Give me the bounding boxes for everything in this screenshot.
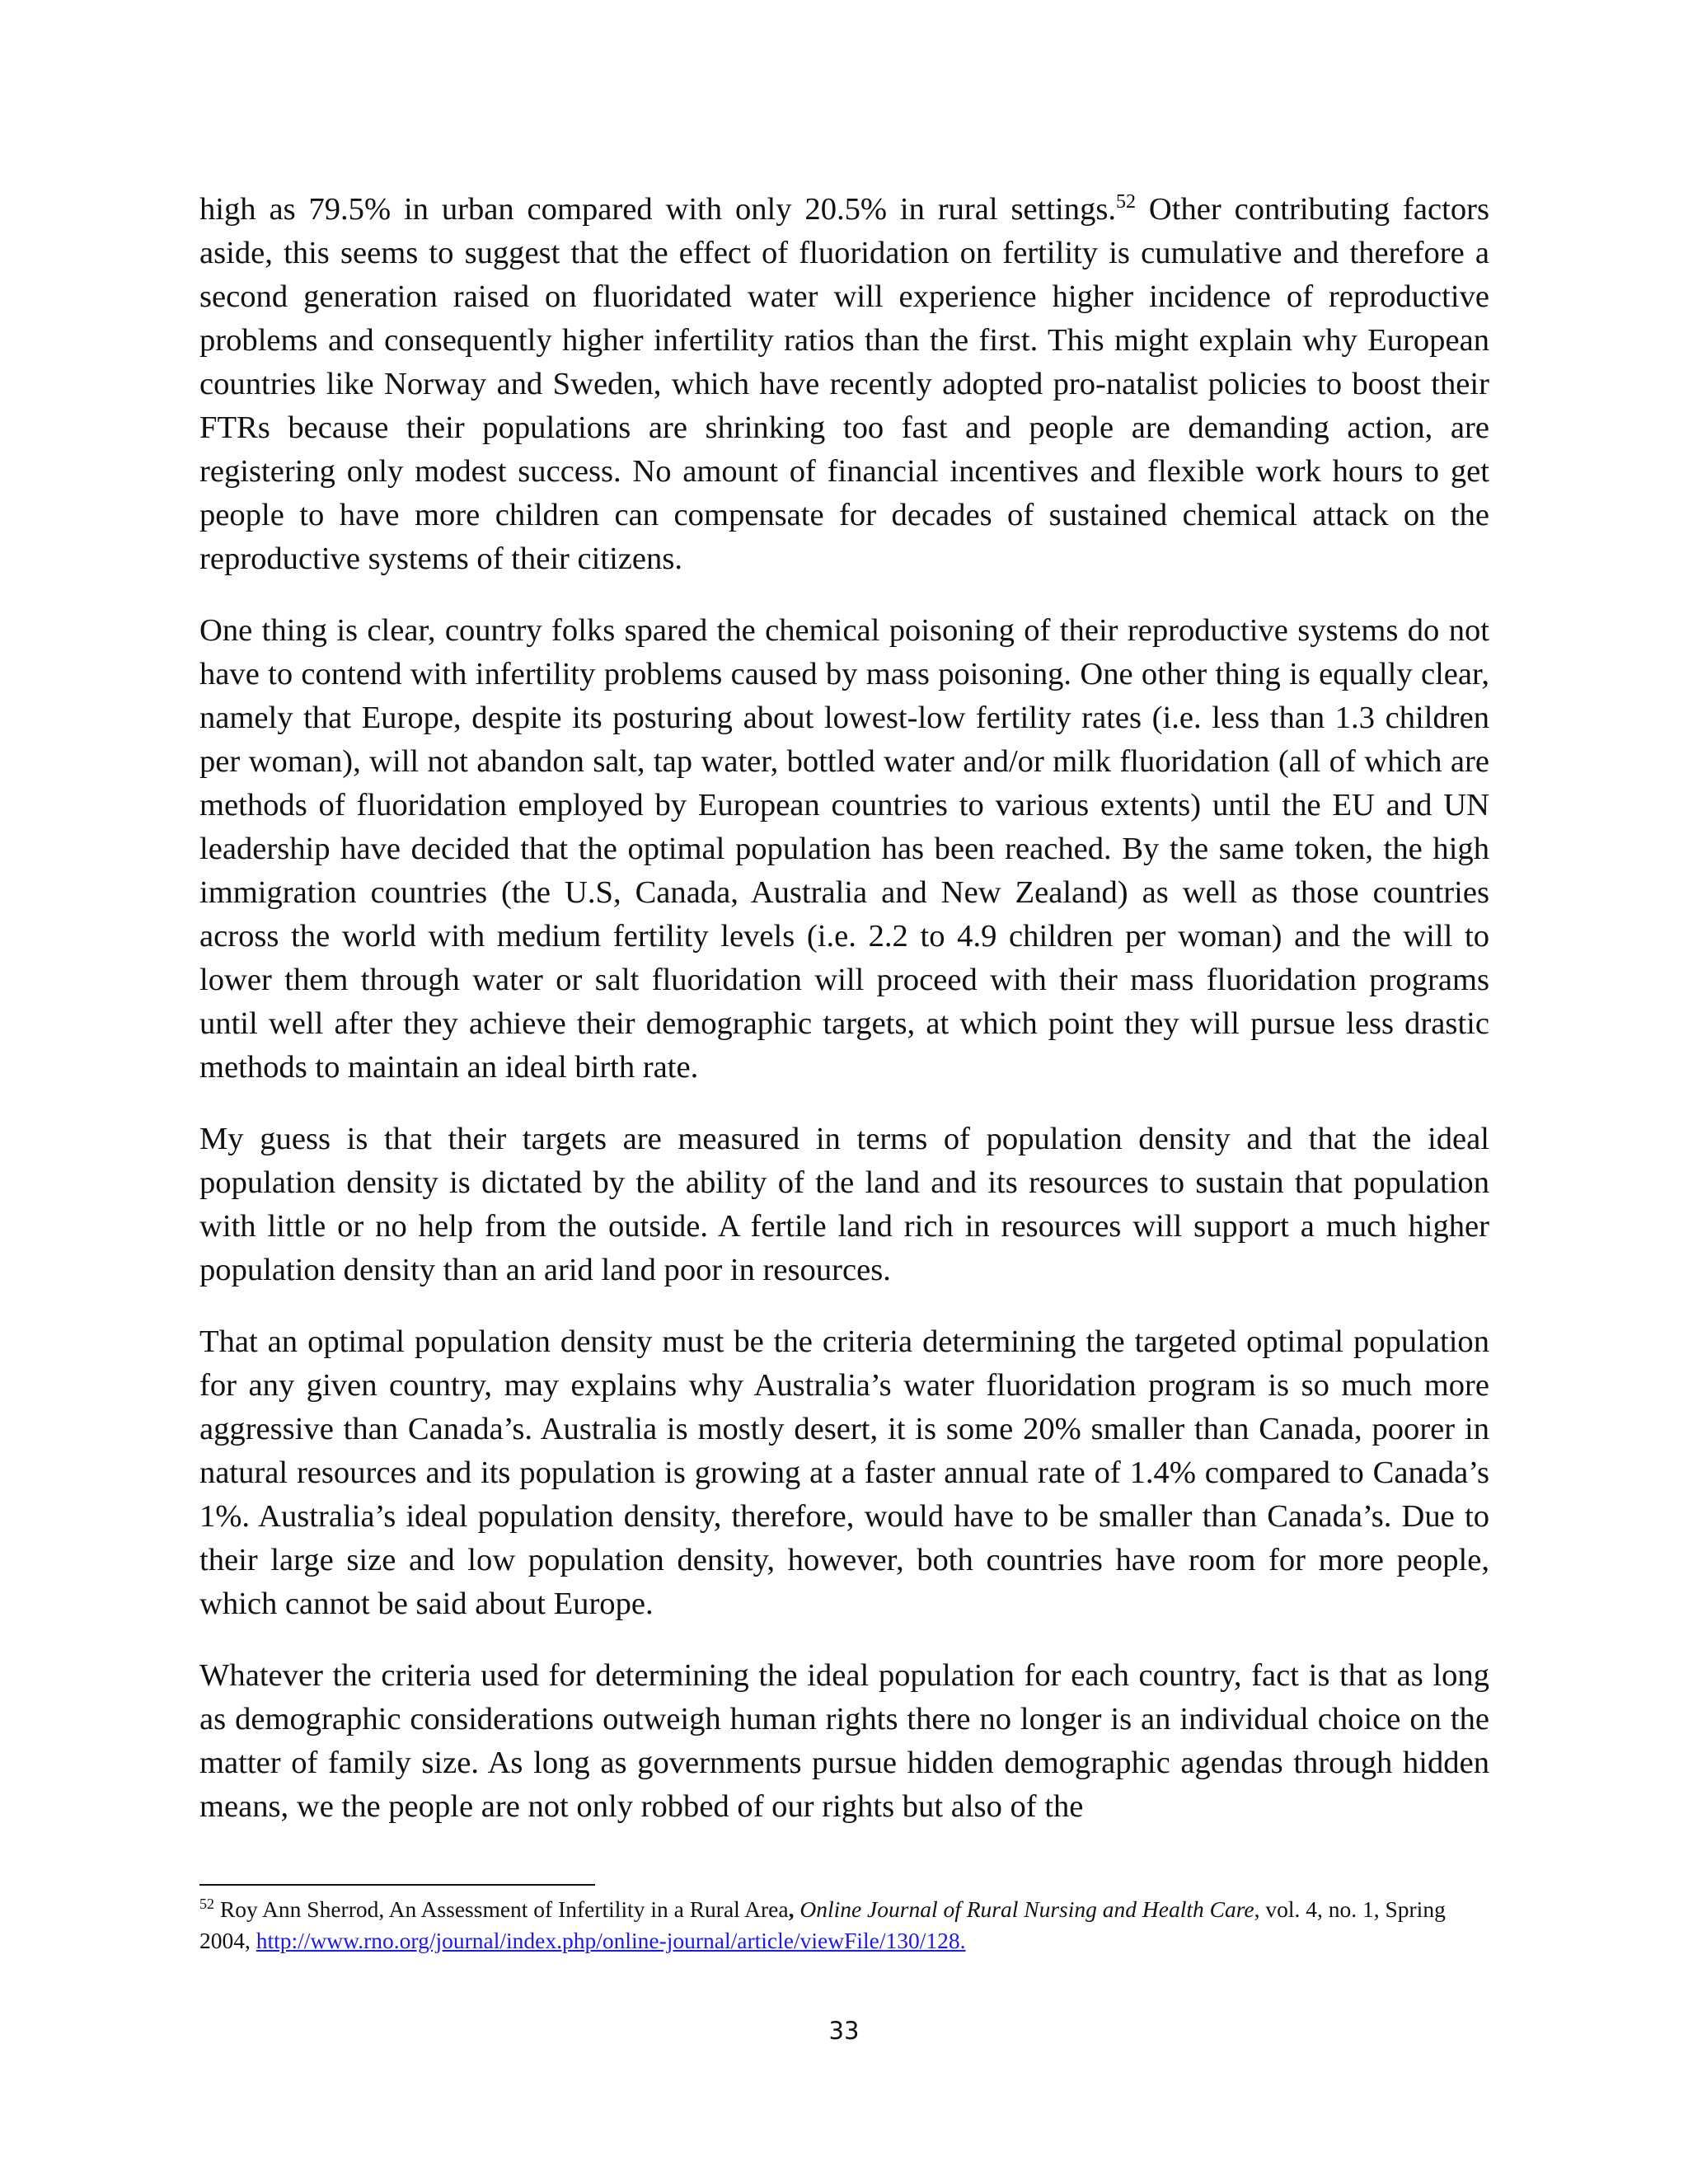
footnote-comma: , <box>788 1896 795 1922</box>
footnote-reference-52[interactable]: 52 <box>1116 191 1137 213</box>
footnote-details: , vol. 4, no. 1, Spring 2004, <box>199 1896 1446 1953</box>
paragraph-1 <box>199 188 1489 581</box>
paragraph-1-text-start: high as 79.5% in urban compared with only 20.5% in rural settings. <box>199 192 1117 227</box>
footnote-author-title: Roy Ann Sherrod, An Assessment of Infertility in a Rural Area <box>214 1896 789 1922</box>
footnote-mark: 52 <box>199 1895 214 1912</box>
footnote-journal: Online Journal of Rural Nursing and Health Care <box>794 1896 1254 1922</box>
paragraph-1-text-end: Other contributing factors aside, this seems to suggest that the effect of fluoridation on fertility is cumulative and therefore a second generation raised on fluoridated water will experience higher incidence of reproductive problems and consequently higher infertility ratios than the first. This might explain why European countries like Norway and Sweden, which have recently adopted pro-natalist policies to boost their FTRs because their populations are shrinking too fast and people are demanding action, are registering only modest success. No amount of financial incentives and flexible work hours to get people to have more children can compensate for decades of sustained chemical attack on the reproductive systems of their citizens. <box>199 192 1489 576</box>
paragraph-5: Whatever the criteria used for determining the ideal population for each country, fact is that as long as demographic considerations outweigh human rights there no longer is an individual choice on the matter of family size. As long as governments pursue hidden demographic agendas through hidden means, we the people are not only robbed of our rights but also of the <box>199 1658 1489 1824</box>
footnote-52 <box>199 1894 1489 1957</box>
footnote-separator <box>199 1884 595 1886</box>
footnote-url-link[interactable]: http://www.rno.org/journal/index.php/online-journal/article/viewFile/130/128. <box>256 1928 966 1953</box>
page-number: 33 <box>828 2017 860 2045</box>
paragraph-4: That an optimal population density must be the criteria determining the targeted optimal population for any given country, may explains why Australia’s water fluoridation program is so much more aggressive than Canada’s. Australia is mostly desert, it is some 20% smaller than Canada, poorer in natural resources and its population is growing at a faster annual rate of 1.4% compared to Canada’s 1%. Australia’s ideal population density, therefore, would have to be smaller than Canada’s. Due to their large size and low population density, however, both countries have room for more people, which cannot be said about Europe. <box>199 1324 1489 1621</box>
paragraph-2: One thing is clear, country folks spared the chemical poisoning of their reproductive systems do not have to contend with infertility problems caused by mass poisoning. One other thing is equally clear, namely that Europe, despite its posturing about lowest-low fertility rates (i.e. less than 1.3 children per woman), will not abandon salt, tap water, bottled water and/or milk fluoridation (all of which are methods of fluoridation employed by European countries to various extents) until the EU and UN leadership have decided that the optimal population has been reached. By the same token, the high immigration countries (the U.S, Canada, Australia and New Zealand) as well as those countries across the world with medium fertility levels (i.e. 2.2 to 4.9 children per woman) and the will to lower them through water or salt fluoridation will proceed with their mass fluoridation programs until well after they achieve their demographic targets, at which point they will pursue less drastic methods to maintain an ideal birth rate. <box>199 613 1489 1085</box>
body-text <box>199 188 1489 1857</box>
paragraph-3: My guess is that their targets are measured in terms of population density and that the ideal population density is dictated by the ability of the land and its resources to sustain that population with little or no help from the outside. A fertile land rich in resources will support a much higher population density than an arid land poor in resources. <box>199 1122 1489 1287</box>
